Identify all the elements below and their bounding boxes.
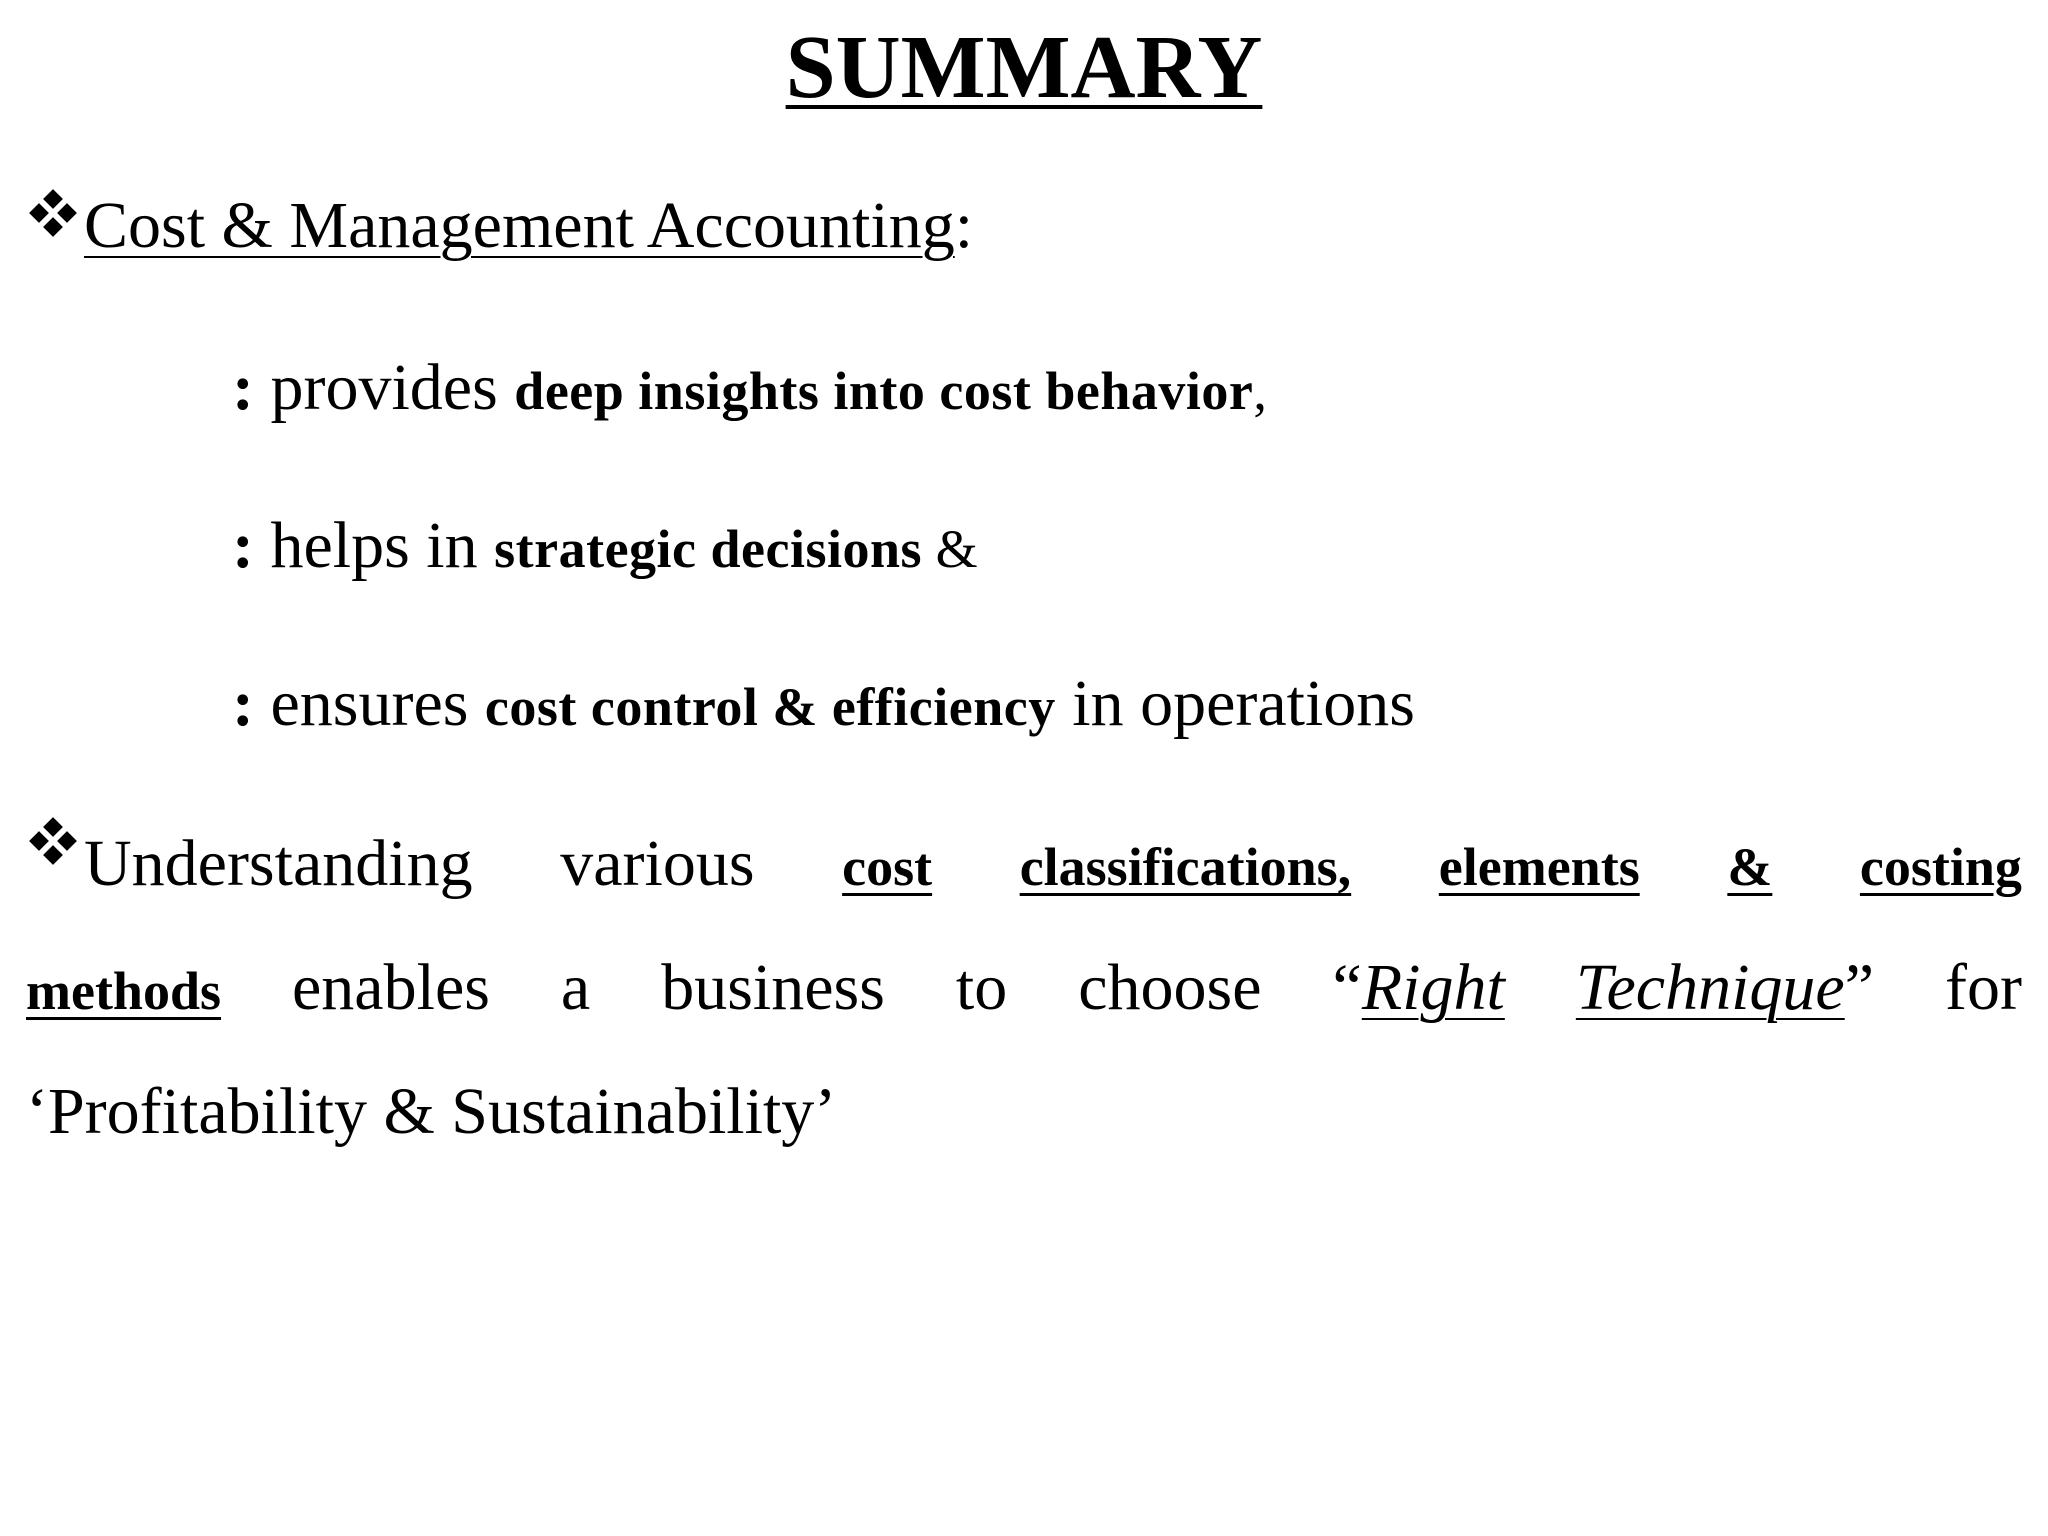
word: to xyxy=(955,951,1008,1024)
line1-lead xyxy=(26,802,473,926)
quoted-phrase-end xyxy=(1576,926,1874,1050)
slide-title xyxy=(0,18,2048,118)
sub-point-tail: , xyxy=(1253,361,1267,421)
bullet-cost-classifications xyxy=(26,802,2022,1174)
word: a xyxy=(560,951,591,1024)
italic-underlined-word: Right xyxy=(1361,951,1505,1024)
word: enables xyxy=(292,951,490,1024)
sub-point-2 xyxy=(232,506,978,589)
sub-point-bold: deep insights into cost behavior xyxy=(514,361,1254,421)
bullet-heading: Cost & Management Accounting xyxy=(84,189,955,262)
bold-underlined-word: cost xyxy=(842,837,933,897)
sub-point-3 xyxy=(232,664,1415,747)
bold-underlined-word: costing xyxy=(1859,837,2022,897)
sub-point-tail: in operations xyxy=(1055,667,1415,740)
sub-point-bold: strategic decisions xyxy=(494,519,923,579)
word: business xyxy=(661,951,885,1024)
closing-phrase: ‘Profitability & Sustainability’ xyxy=(26,1075,837,1148)
word: choose xyxy=(1078,951,1262,1024)
word: various xyxy=(560,827,755,900)
bullet-cost-management xyxy=(26,186,973,266)
bullet-heading-colon: : xyxy=(954,189,974,262)
italic-underlined-word: Technique xyxy=(1575,951,1845,1024)
diamond-bullet-icon xyxy=(26,190,84,248)
bold-underlined-word: elements xyxy=(1438,837,1640,897)
sub-point-tail: & xyxy=(922,519,978,579)
paragraph-line-3 xyxy=(26,1050,2022,1174)
paragraph-line-1 xyxy=(26,802,2022,926)
sub-point-colon: : xyxy=(232,351,254,424)
close-quote: ” xyxy=(1844,951,1874,1024)
sub-point-colon: : xyxy=(232,509,254,582)
paragraph-line-2 xyxy=(26,926,2022,1050)
diamond-bullet-icon xyxy=(26,818,84,876)
sub-point-1 xyxy=(232,348,1267,431)
sub-point-colon: : xyxy=(232,667,254,740)
sub-point-lead: ensures xyxy=(253,667,485,740)
open-quote: “ xyxy=(1332,951,1362,1024)
quoted-phrase-start xyxy=(1333,926,1505,1050)
bold-underlined-word: methods xyxy=(26,961,222,1021)
title-text: SUMMARY xyxy=(785,18,1263,117)
sub-point-bold: cost control & efficiency xyxy=(484,677,1056,737)
sub-point-lead: provides xyxy=(253,351,515,424)
word: for xyxy=(1945,951,2022,1024)
bold-underlined-word: classifications, xyxy=(1019,837,1352,897)
bold-underlined-word: & xyxy=(1727,837,1773,897)
word: Understanding xyxy=(84,827,473,900)
sub-point-lead: helps in xyxy=(253,509,495,582)
